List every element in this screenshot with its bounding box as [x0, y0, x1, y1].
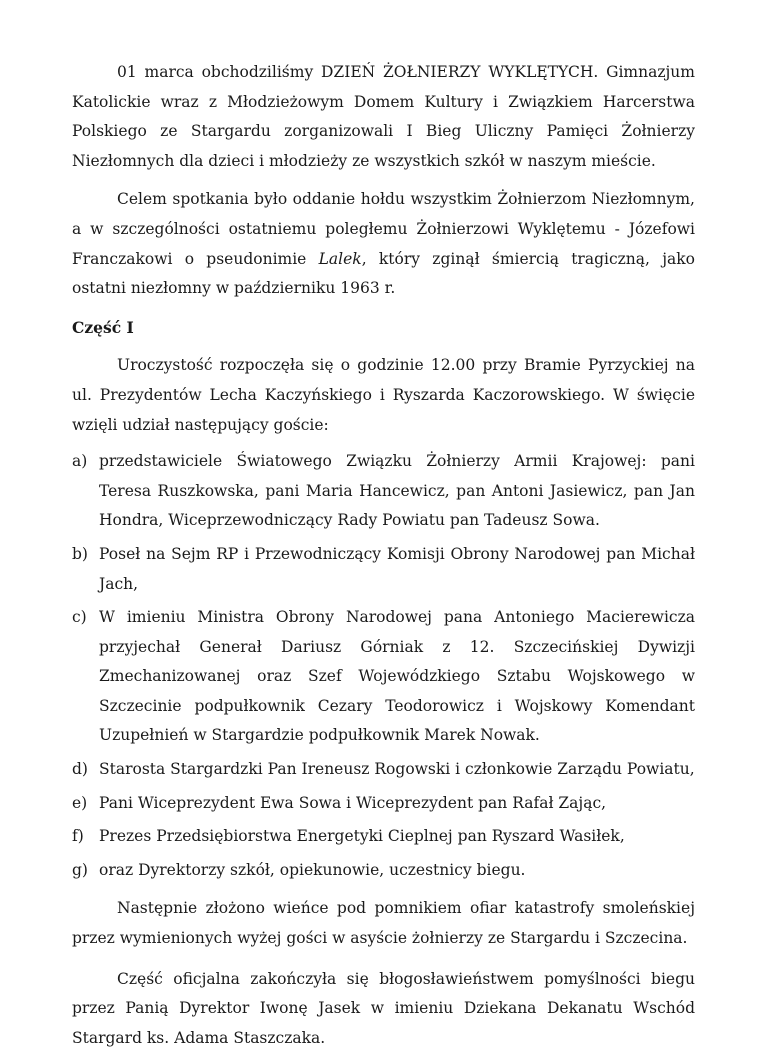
paragraph-intro: 01 marca obchodziliśmy DZIEŃ ŻOŁNIERZY WYKLĘTYCH. Gimnazjum Katolickie wraz z Młodzieżowym Domem Kultury i Związkiem Harcerstwa Polskiego ze Stargardu zorganizowali I Bieg Uliczny Pamięci Żołnierzy Niezłomnych dla dzieci i młodzieży ze wszystkich szkół w naszym mieście. — [72, 63, 695, 170]
list-marker: b) — [72, 544, 88, 563]
list-marker: e) — [72, 793, 88, 812]
list-item-text: oraz Dyrektorzy szkół, opiekunowie, uczestnicy biegu. — [99, 860, 526, 879]
list-marker: f) — [72, 827, 84, 846]
guest-list-item — [72, 822, 695, 852]
paragraph-ceremony: Uroczystość rozpoczęła się o godzinie 12.00 przy Bramie Pyrzyckiej na ul. Prezydentów Lecha Kaczyńskiego i Ryszarda Kaczorowskiego. W święcie wzięli udział następujący goście: — [72, 356, 695, 434]
guest-list-item — [72, 789, 695, 819]
guest-list-item — [72, 603, 695, 751]
guest-list-item — [72, 447, 695, 536]
list-marker: c) — [72, 608, 87, 627]
paragraph-purpose-text-2: , który zginął śmiercią tragiczną, jako ostatni niezłomny w październiku 1963 r. — [72, 249, 696, 298]
guest-list-item — [72, 856, 695, 886]
guest-list-item — [72, 755, 695, 785]
list-item-text: przedstawiciele Światowego Związku Żołnierzy Armii Krajowej: pani Teresa Ruszkowska, pani Maria Hancewicz, pan Antoni Jasiewicz, pan Jan Hondra, Wiceprzewodniczący Rady Powiatu pan Tadeusz Sowa. — [99, 452, 695, 530]
document-page — [72, 58, 695, 1053]
list-item-text: W imieniu Ministra Obrony Narodowej pana Antoniego Macierewicza przyjechał Generał Dariusz Górniak z 12. Szczecińskiej Dywizji Zmechanizowanej oraz Szef Wojewódzkiego Sztabu Wojskowego w Szczecinie podpułkownik Cezary Teodorowicz i Wojskowy Komendant Uzupełnień w Stargardzie podpułkownik Marek Nowak. — [99, 608, 695, 745]
paragraph-purpose — [72, 185, 695, 303]
guest-list — [72, 447, 695, 885]
list-marker: g) — [72, 860, 88, 879]
list-item-text: Prezes Przedsiębiorstwa Energetyki Cieplnej pan Ryszard Wasiłek, — [99, 827, 625, 846]
list-item-text: Pani Wiceprezydent Ewa Sowa i Wiceprezydent pan Rafał Zając, — [99, 793, 607, 812]
guest-list-item — [72, 540, 695, 599]
pseudonym-italic: Lalek — [318, 249, 362, 268]
section-heading: Część I — [72, 317, 134, 337]
list-item-text: Poseł na Sejm RP i Przewodniczący Komisji Obrony Narodowej pan Michał Jach, — [99, 544, 695, 593]
list-item-text: Starosta Stargardzki Pan Ireneusz Rogowski i członkowie Zarządu Powiatu, — [99, 760, 695, 779]
paragraph-blessing: Część oficjalna zakończyła się błogosławieństwem pomyślności biegu przez Panią Dyrektor Iwonę Jasek w imieniu Dziekana Dekanatu Wschód Stargard ks. Adama Staszczaka. — [72, 969, 695, 1047]
paragraph-purpose-text-1: Celem spotkania było oddanie hołdu wszystkim Żołnierzom Niezłomnym, a w szczególności ostatniemu poległemu Żołnierzowi Wyklętemu - Józefowi Franczakowi o pseudonimie — [72, 190, 695, 268]
list-marker: d) — [72, 760, 88, 779]
paragraph-wreaths: Następnie złożono wieńce pod pomnikiem ofiar katastrofy smoleńskiej przez wymienionych wyżej gości w asyście żołnierzy ze Stargardu i Szczecina. — [72, 899, 695, 948]
list-marker: a) — [72, 452, 88, 471]
